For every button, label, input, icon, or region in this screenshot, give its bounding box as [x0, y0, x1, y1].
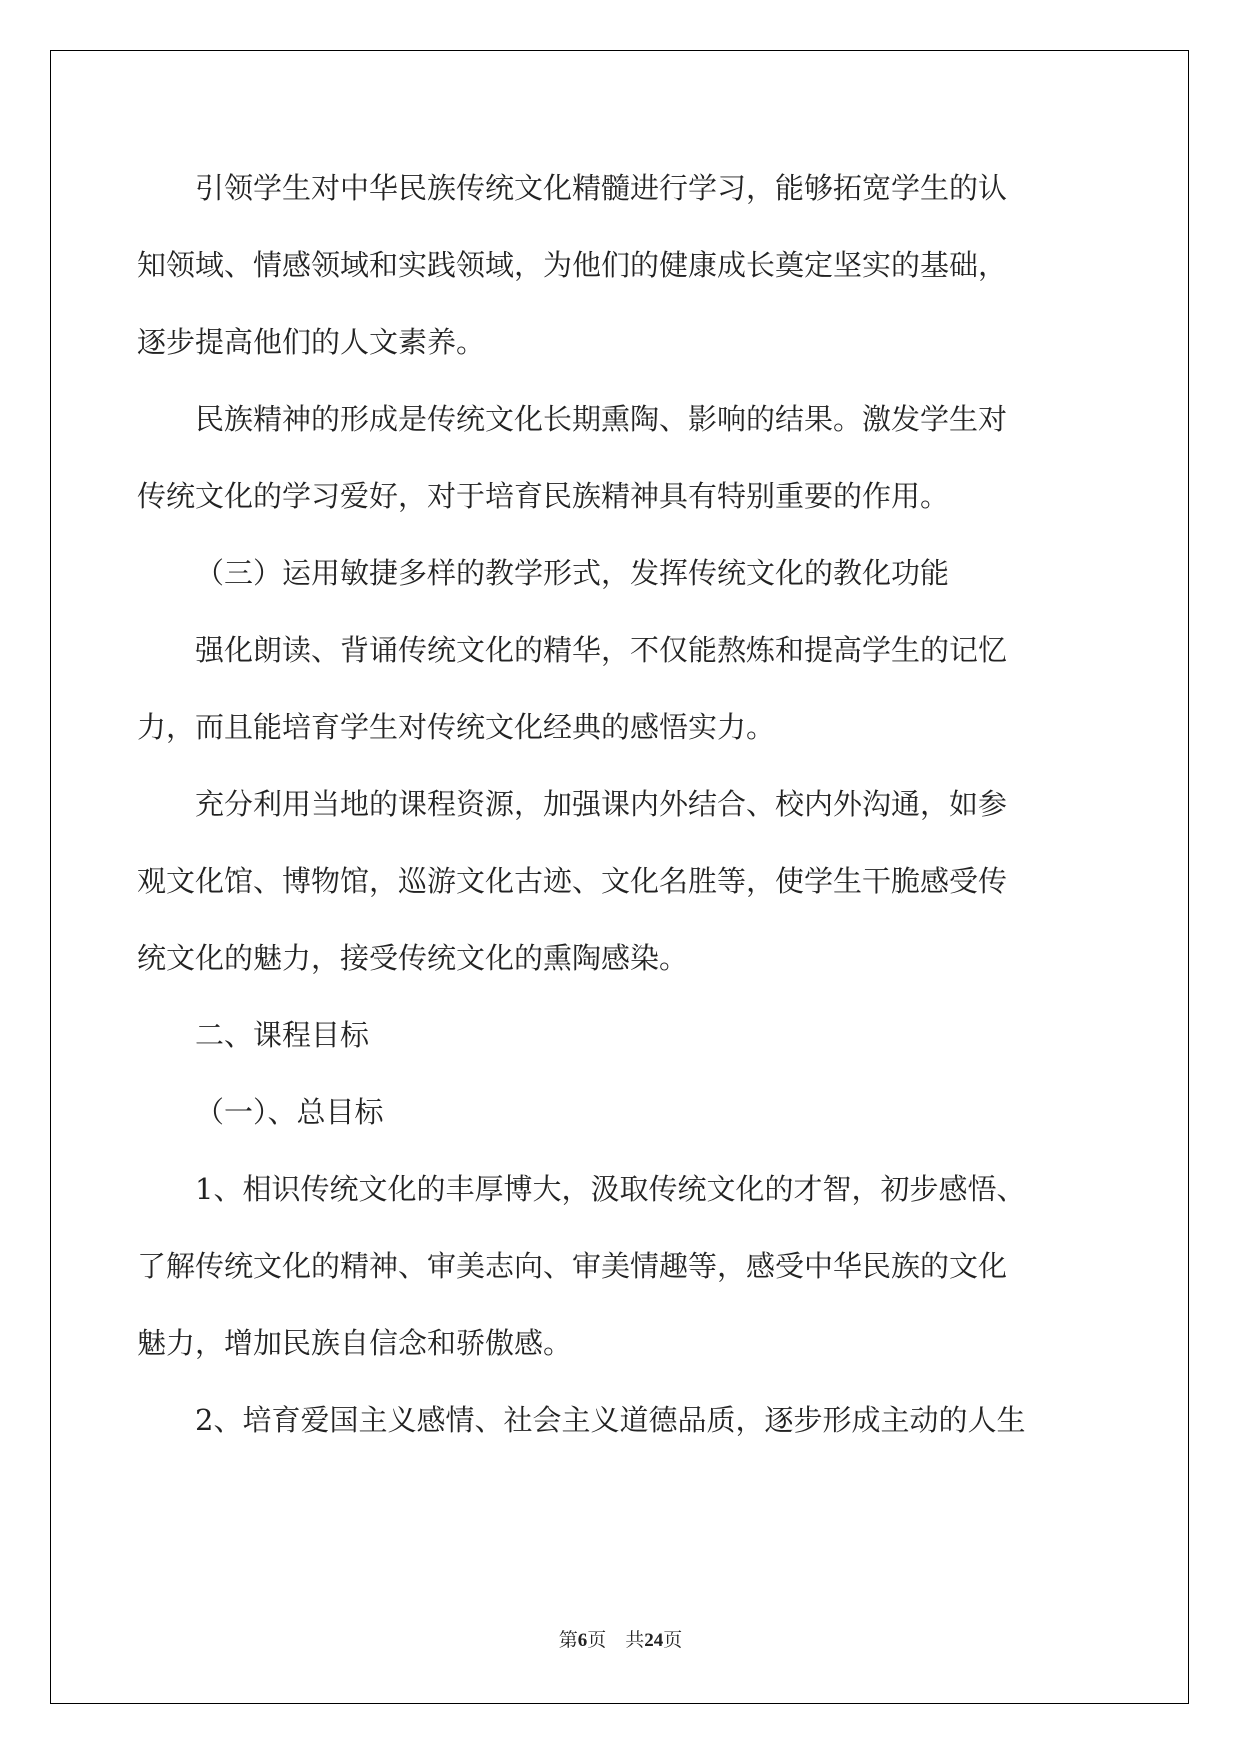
text-line: 魅力，增加民族自信念和骄傲感。: [137, 1326, 573, 1360]
subsection-heading: （一）、总目标: [195, 1095, 384, 1129]
section-heading: 二、课程目标: [195, 1018, 370, 1052]
page-footer: [0, 1625, 1241, 1652]
text-line: 充分利用当地的课程资源，加强课内外结合、校内外沟通，如参: [195, 787, 1008, 821]
footer-mid: 页 共: [587, 1630, 645, 1651]
footer-prefix: 第: [558, 1630, 578, 1651]
text-line: 2、培育爱国主义感情、社会主义道德品质，逐步形成主动的人生: [195, 1403, 1026, 1437]
text-line: 了解传统文化的精神、审美志向、审美情趣等，感受中华民族的文化: [137, 1249, 1008, 1283]
text-line: 力，而且能培育学生对传统文化经典的感悟实力。: [137, 710, 776, 744]
footer-suffix: 页: [663, 1630, 683, 1651]
text-line: 逐步提高他们的人文素养。: [137, 325, 486, 359]
text-line: 知领域、情感领域和实践领域，为他们的健康成长奠定坚实的基础，: [137, 248, 1008, 282]
text-line: 统文化的魅力，接受传统文化的熏陶感染。: [137, 941, 689, 975]
current-page-number: 6: [577, 1630, 588, 1651]
text-line: 观文化馆、博物馆，巡游文化古迹、文化名胜等，使学生干脆感受传: [137, 864, 1008, 898]
total-page-count: 24: [644, 1630, 664, 1651]
text-line: 强化朗读、背诵传统文化的精华，不仅能熬炼和提高学生的记忆: [195, 633, 1008, 667]
section-heading: （三）运用敏捷多样的教学形式，发挥传统文化的教化功能: [195, 556, 950, 590]
text-line: 民族精神的形成是传统文化长期熏陶、影响的结果。激发学生对: [195, 402, 1008, 436]
text-line: 1、相识传统文化的丰厚博大，汲取传统文化的才智，初步感悟、: [195, 1172, 1026, 1206]
text-line: 引领学生对中华民族传统文化精髓进行学习，能够拓宽学生的认: [195, 171, 1008, 205]
text-line: 传统文化的学习爱好，对于培育民族精神具有特别重要的作用。: [137, 479, 950, 513]
